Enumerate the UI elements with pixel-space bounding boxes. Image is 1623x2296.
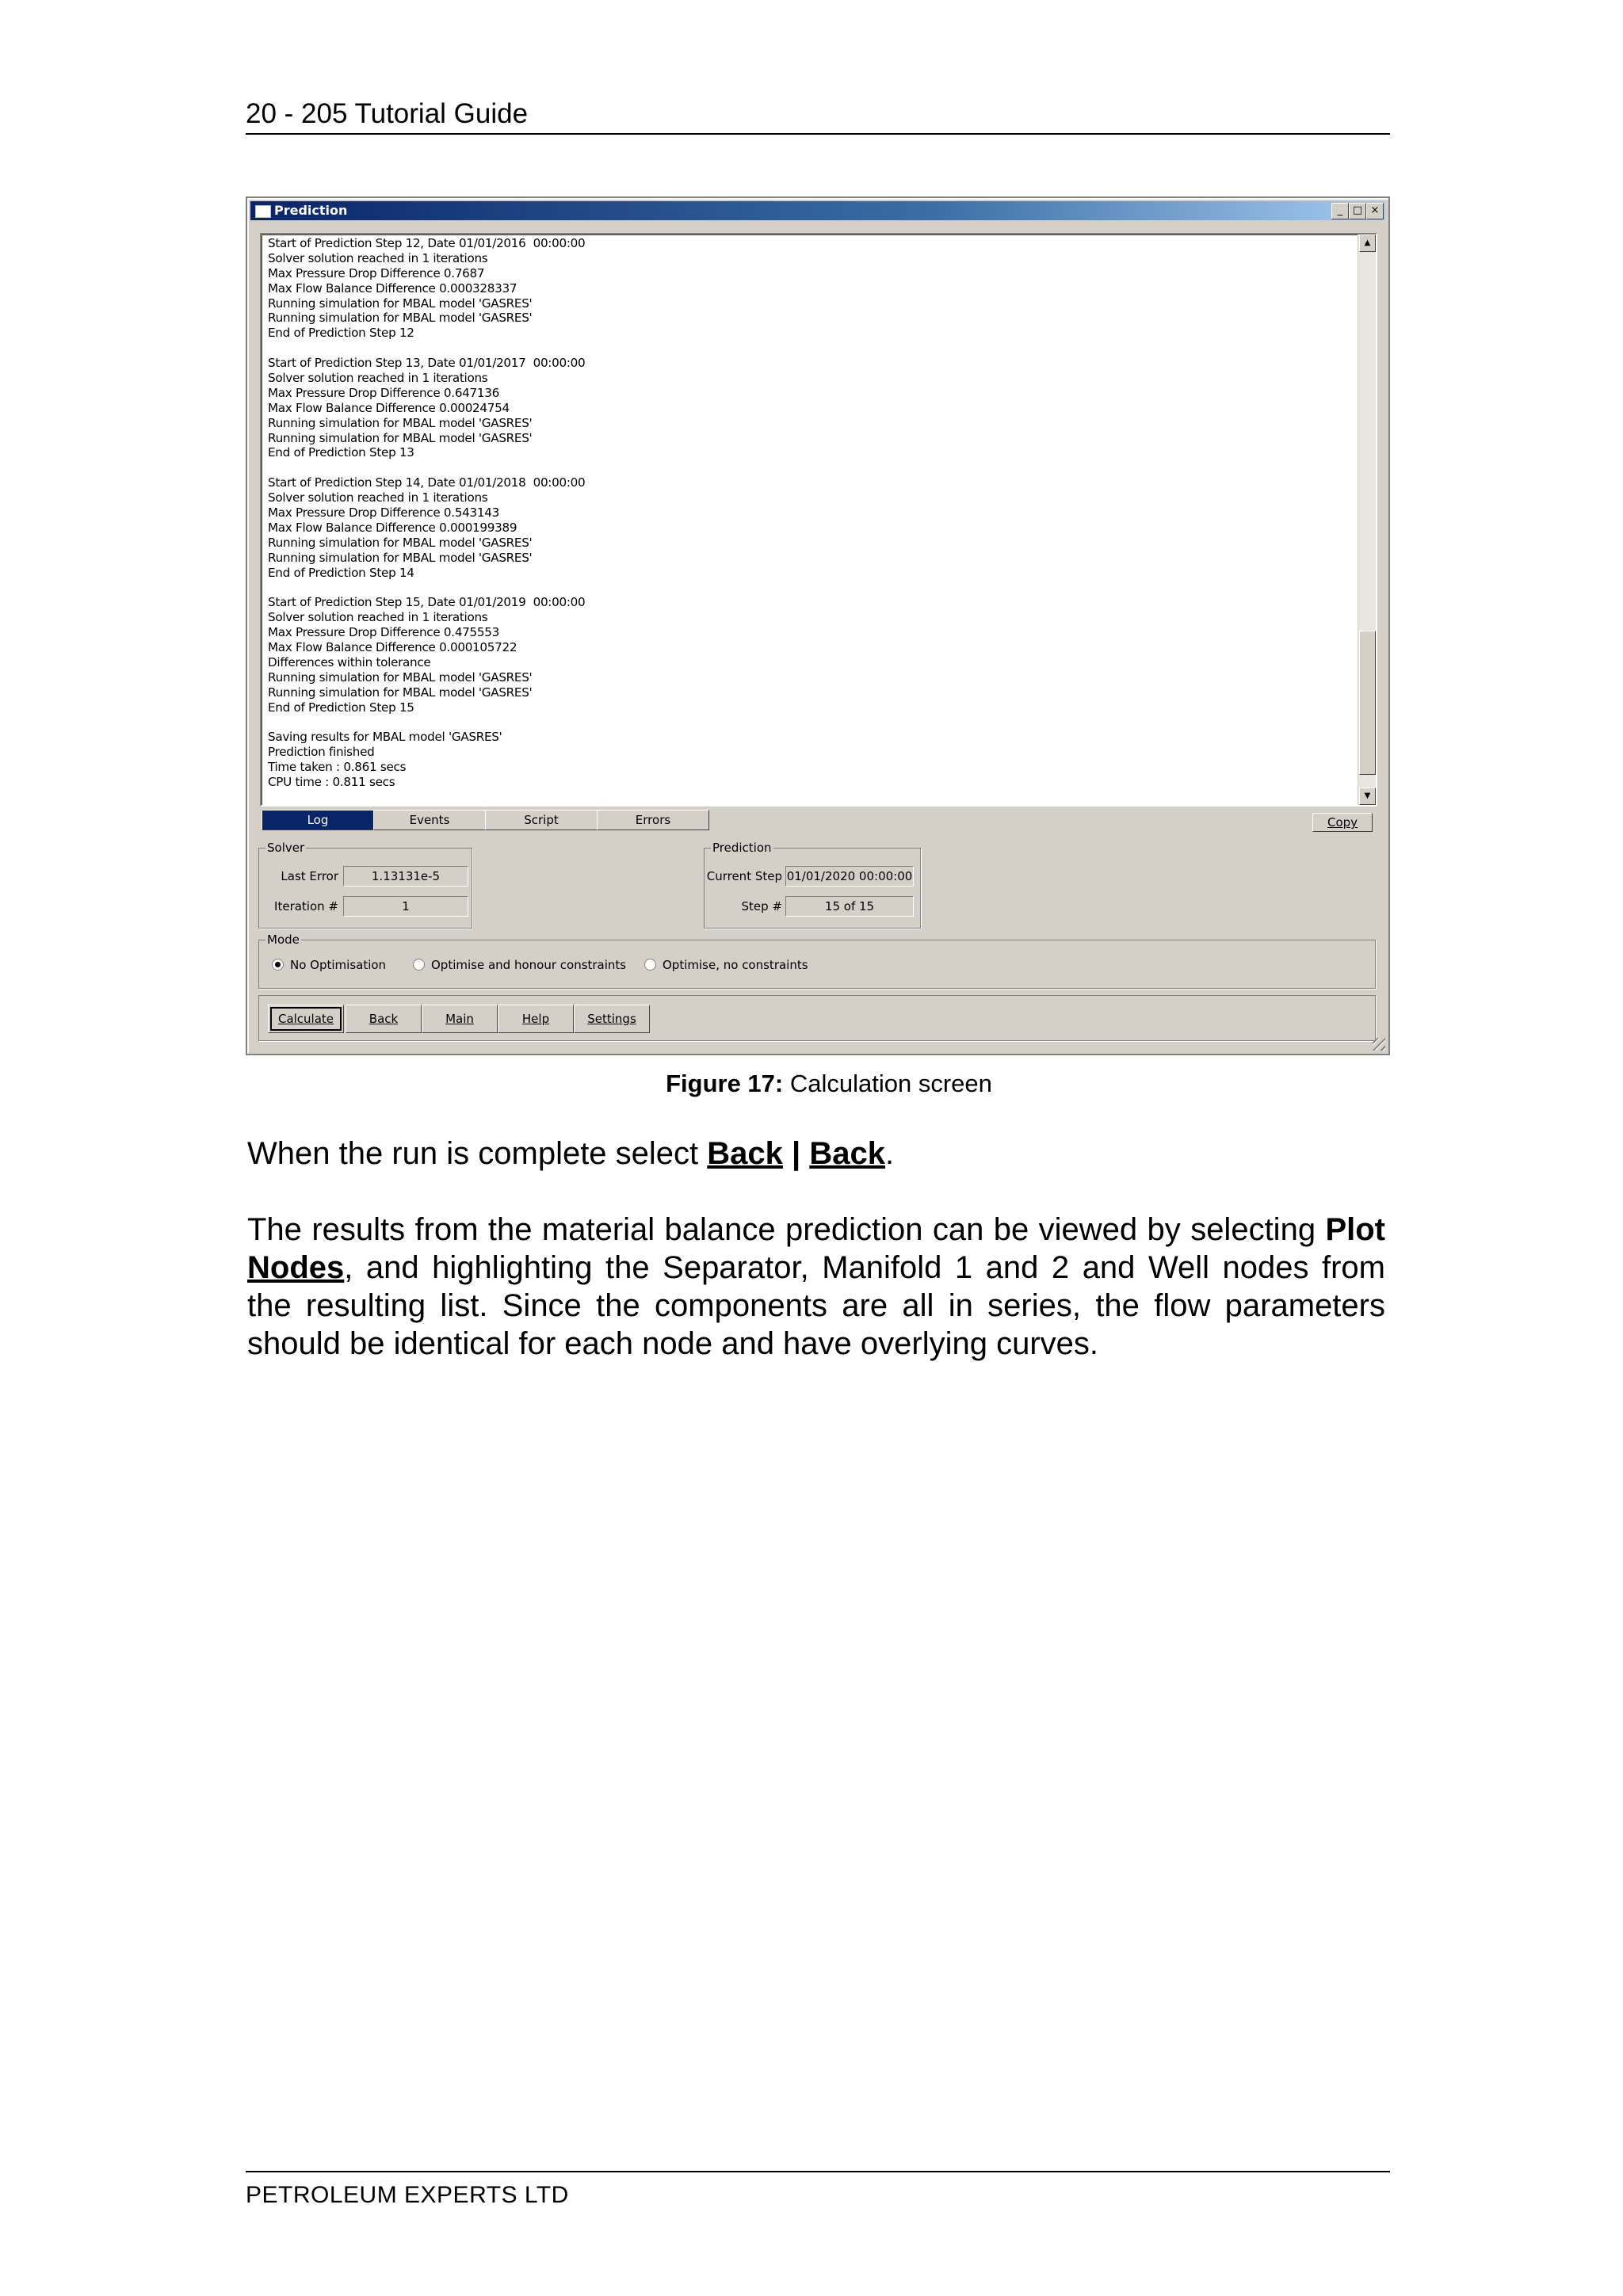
tab-script[interactable]: Script (485, 810, 598, 830)
log-line: Running simulation for MBAL model 'GASRES' (268, 669, 533, 685)
main-button[interactable]: Main (422, 1005, 498, 1033)
log-line (268, 580, 585, 595)
log-line: Prediction finished (268, 745, 375, 760)
scroll-up-icon[interactable]: ▲ (1359, 235, 1376, 252)
log-line: Solver solution reached in 1 iterations (268, 371, 488, 386)
log-line: Start of Prediction Step 15, Date 01/01/2019 00:00:00 (268, 595, 586, 610)
scroll-thumb[interactable] (1359, 631, 1376, 775)
log-line (268, 715, 585, 730)
log-line: Max Pressure Drop Difference 0.7687 (268, 265, 485, 280)
back-button[interactable]: Back (346, 1005, 422, 1033)
log-line: Time taken : 0.861 secs (268, 760, 407, 775)
iteration-label: Iteration # (274, 899, 338, 913)
nodes-label: Nodes (247, 1250, 345, 1285)
radio-no-optimisation[interactable] (272, 958, 386, 972)
solver-group (258, 841, 472, 929)
log-line: End of Prediction Step 12 (268, 326, 414, 341)
log-text (268, 236, 585, 790)
footer-text: PETROLEUM EXPERTS LTD (246, 2182, 569, 2208)
log-line: Differences within tolerance (268, 654, 431, 669)
radio-optimise-honour[interactable] (413, 958, 626, 972)
settings-button[interactable]: Settings (574, 1005, 650, 1033)
resize-grip-icon[interactable] (1373, 1038, 1385, 1051)
back-link-1: Back (707, 1136, 783, 1171)
header-text: 20 - 205 Tutorial Guide (246, 98, 529, 129)
copy-button[interactable]: Copy (1312, 813, 1373, 832)
log-line: Start of Prediction Step 12, Date 01/01/2016 00:00:00 (268, 236, 586, 250)
window-icon (255, 205, 271, 218)
help-button[interactable]: Help (498, 1005, 574, 1033)
para1-suffix: . (884, 1136, 895, 1171)
step-field: 15 of 15 (785, 896, 914, 917)
log-line: Max Pressure Drop Difference 0.475553 (268, 625, 499, 640)
plot-label: Plot (1325, 1212, 1385, 1247)
current-step-field: 01/01/2020 00:00:00 (785, 866, 914, 887)
log-line: Max Flow Balance Difference 0.000105722 (268, 640, 517, 655)
para1-prefix: When the run is complete select (247, 1136, 708, 1171)
calculate-button[interactable]: Calculate (268, 1005, 344, 1033)
maximize-button[interactable]: □ (1349, 203, 1366, 219)
log-line: CPU time : 0.811 secs (268, 775, 395, 790)
para2-prefix: The results from the material balance prediction can be viewed by selecting (247, 1212, 1326, 1247)
log-line (268, 341, 585, 356)
log-line: Running simulation for MBAL model 'GASRES' (268, 430, 533, 445)
close-button[interactable]: × (1366, 203, 1384, 219)
scroll-down-icon[interactable]: ▼ (1359, 788, 1376, 805)
radio-selected-icon (272, 959, 284, 971)
tab-events[interactable]: Events (373, 810, 486, 830)
log-line (268, 460, 585, 475)
caption-label: Figure 17: (666, 1070, 784, 1097)
title-bar[interactable] (250, 201, 1385, 220)
prediction-window (246, 196, 1390, 1055)
log-line: Saving results for MBAL model 'GASRES' (268, 730, 502, 745)
radio-icon (644, 959, 656, 971)
log-line: Running simulation for MBAL model 'GASRES' (268, 296, 533, 311)
log-line: Running simulation for MBAL model 'GASRES' (268, 311, 533, 326)
log-line: Running simulation for MBAL model 'GASRES' (268, 535, 533, 550)
log-line: Max Pressure Drop Difference 0.543143 (268, 505, 499, 521)
log-line: End of Prediction Step 15 (268, 700, 414, 715)
log-line: Start of Prediction Step 13, Date 01/01/2017 00:00:00 (268, 356, 586, 371)
radio-optimise-no-constraints-label: Optimise, no constraints (663, 958, 808, 972)
current-step-label: Current Step (706, 869, 782, 883)
back-link-2: Back (809, 1136, 885, 1171)
radio-optimise-no-constraints[interactable] (644, 958, 808, 972)
log-line: Start of Prediction Step 14, Date 01/01/2018 00:00:00 (268, 475, 586, 490)
page-header (246, 97, 1390, 135)
window-title: Prediction (274, 203, 348, 218)
log-line: Solver solution reached in 1 iterations (268, 610, 488, 625)
caption-text: Calculation screen (789, 1070, 992, 1097)
log-line: Max Flow Balance Difference 0.000199389 (268, 520, 517, 535)
radio-icon (413, 959, 425, 971)
log-line: Solver solution reached in 1 iterations (268, 250, 488, 265)
para1-separator: | (782, 1136, 810, 1171)
mode-group-label: Mode (267, 933, 300, 947)
log-scrollbar[interactable] (1358, 235, 1376, 805)
figure-caption (0, 1070, 1623, 1098)
solver-group-label: Solver (267, 841, 305, 855)
tab-log[interactable]: Log (262, 810, 374, 830)
prediction-group-label: Prediction (712, 841, 772, 855)
log-output[interactable] (260, 233, 1377, 807)
paragraph-results (247, 1211, 1385, 1363)
page-footer (246, 2171, 1390, 2209)
paragraph-run-complete (247, 1135, 1385, 1173)
log-line: Running simulation for MBAL model 'GASRES' (268, 685, 533, 700)
last-error-label: Last Error (281, 869, 338, 883)
log-line: Max Flow Balance Difference 0.00024754 (268, 400, 510, 415)
tab-errors[interactable]: Errors (597, 810, 709, 830)
log-line: Running simulation for MBAL model 'GASRES' (268, 415, 533, 430)
prediction-group (704, 841, 921, 929)
last-error-field: 1.13131e-5 (343, 866, 468, 887)
minimize-button[interactable]: _ (1331, 203, 1349, 219)
radio-no-optimisation-label: No Optimisation (290, 958, 387, 972)
log-line: Max Flow Balance Difference 0.000328337 (268, 280, 517, 296)
log-line: End of Prediction Step 14 (268, 565, 414, 580)
log-line: End of Prediction Step 13 (268, 445, 414, 460)
step-label: Step # (741, 899, 782, 913)
mode-group (258, 933, 1376, 989)
log-line: Solver solution reached in 1 iterations (268, 490, 488, 505)
log-line: Running simulation for MBAL model 'GASRES' (268, 550, 533, 565)
radio-optimise-honour-label: Optimise and honour constraints (431, 958, 627, 972)
para2-suffix: , and highlighting the Separator, Manifold 1 and 2 and Well nodes from the resulting list. Since the components are all in series, the flow parameters should be identical for each node and have overlying curves. (247, 1250, 1385, 1361)
log-line: Max Pressure Drop Difference 0.647136 (268, 385, 499, 400)
iteration-field: 1 (343, 896, 468, 917)
